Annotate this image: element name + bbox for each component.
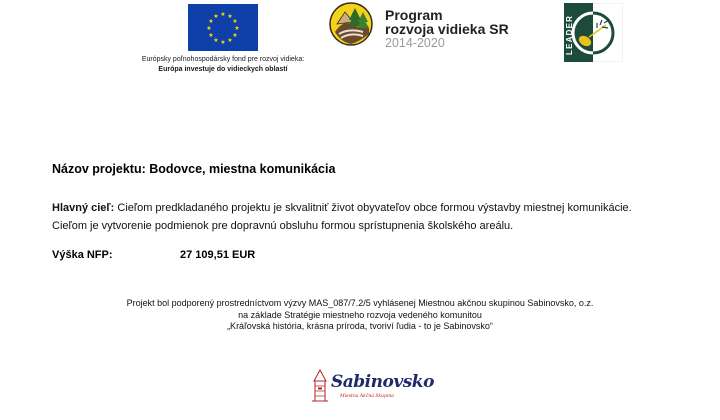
svg-text:★: ★: [208, 18, 214, 25]
eu-caption-line1: Európsky poľnohospodársky fond pre rozvoj vidieka:: [141, 56, 305, 63]
nfp-label: Výška NFP:: [52, 249, 113, 261]
support-line2: na základe Stratégie miestneho rozvoja vedeného komunitou: [238, 309, 482, 320]
svg-text:★: ★: [232, 32, 238, 39]
eu-caption: [120, 55, 326, 75]
svg-text:LEADER: LEADER: [565, 14, 574, 55]
tower-icon: [311, 369, 329, 403]
sabinovsko-tagline: Miestna Akčná Skupina: [340, 394, 394, 399]
support-statement: [60, 298, 660, 333]
project-title: Názov projektu: Bodovce, miestna komunikácia: [52, 162, 336, 176]
prv-line2: rozvoja vidieka SR: [385, 21, 509, 37]
svg-text:★: ★: [227, 37, 233, 44]
prv-line1: Program: [385, 7, 443, 23]
support-line1: Projekt bol podporený prostredníctvom výzvy MAS_087/7.2/5 vyhlásenej Miestnou akčnou skupinou Sabinovsko, o.z.: [126, 298, 594, 308]
eu-caption-line2: Európa investuje do vidieckych oblastí: [158, 66, 288, 73]
prv-logo-text: [385, 8, 509, 50]
prv-emblem-icon: [329, 2, 373, 46]
svg-text:★: ★: [213, 13, 219, 20]
project-goal: [52, 199, 632, 235]
nfp-value: 27 109,51 EUR: [180, 249, 256, 261]
eu-flag-icon: [188, 4, 258, 51]
support-line3: „Kráľovská história, krásna príroda, tvoriví ľudia - to je Sabinovsko“: [227, 321, 493, 331]
svg-text:★: ★: [232, 18, 238, 25]
prv-years: 2014-2020: [385, 36, 445, 50]
svg-text:★: ★: [220, 11, 226, 18]
svg-text:★: ★: [227, 13, 233, 20]
svg-text:★: ★: [213, 37, 219, 44]
svg-text:★: ★: [220, 39, 226, 46]
leader-logo-icon: [564, 3, 623, 62]
goal-line2: Cieľom je vytvorenie podmienok pre dopravnú obsluhu formou sprístupnenia školského areálu.: [52, 220, 514, 232]
goal-line1: [52, 199, 632, 217]
goal-label: Hlavný cieľ:: [52, 202, 115, 214]
svg-text:★: ★: [208, 32, 214, 39]
goal-text: Cieľom predkladaného projektu je skvalitniť život obyvateľov obce formou výstavby miestnej komunikácie.: [114, 202, 632, 214]
sabinovsko-name: Sabinovsko: [331, 372, 434, 392]
svg-text:★: ★: [234, 25, 240, 32]
svg-text:★: ★: [206, 25, 212, 32]
